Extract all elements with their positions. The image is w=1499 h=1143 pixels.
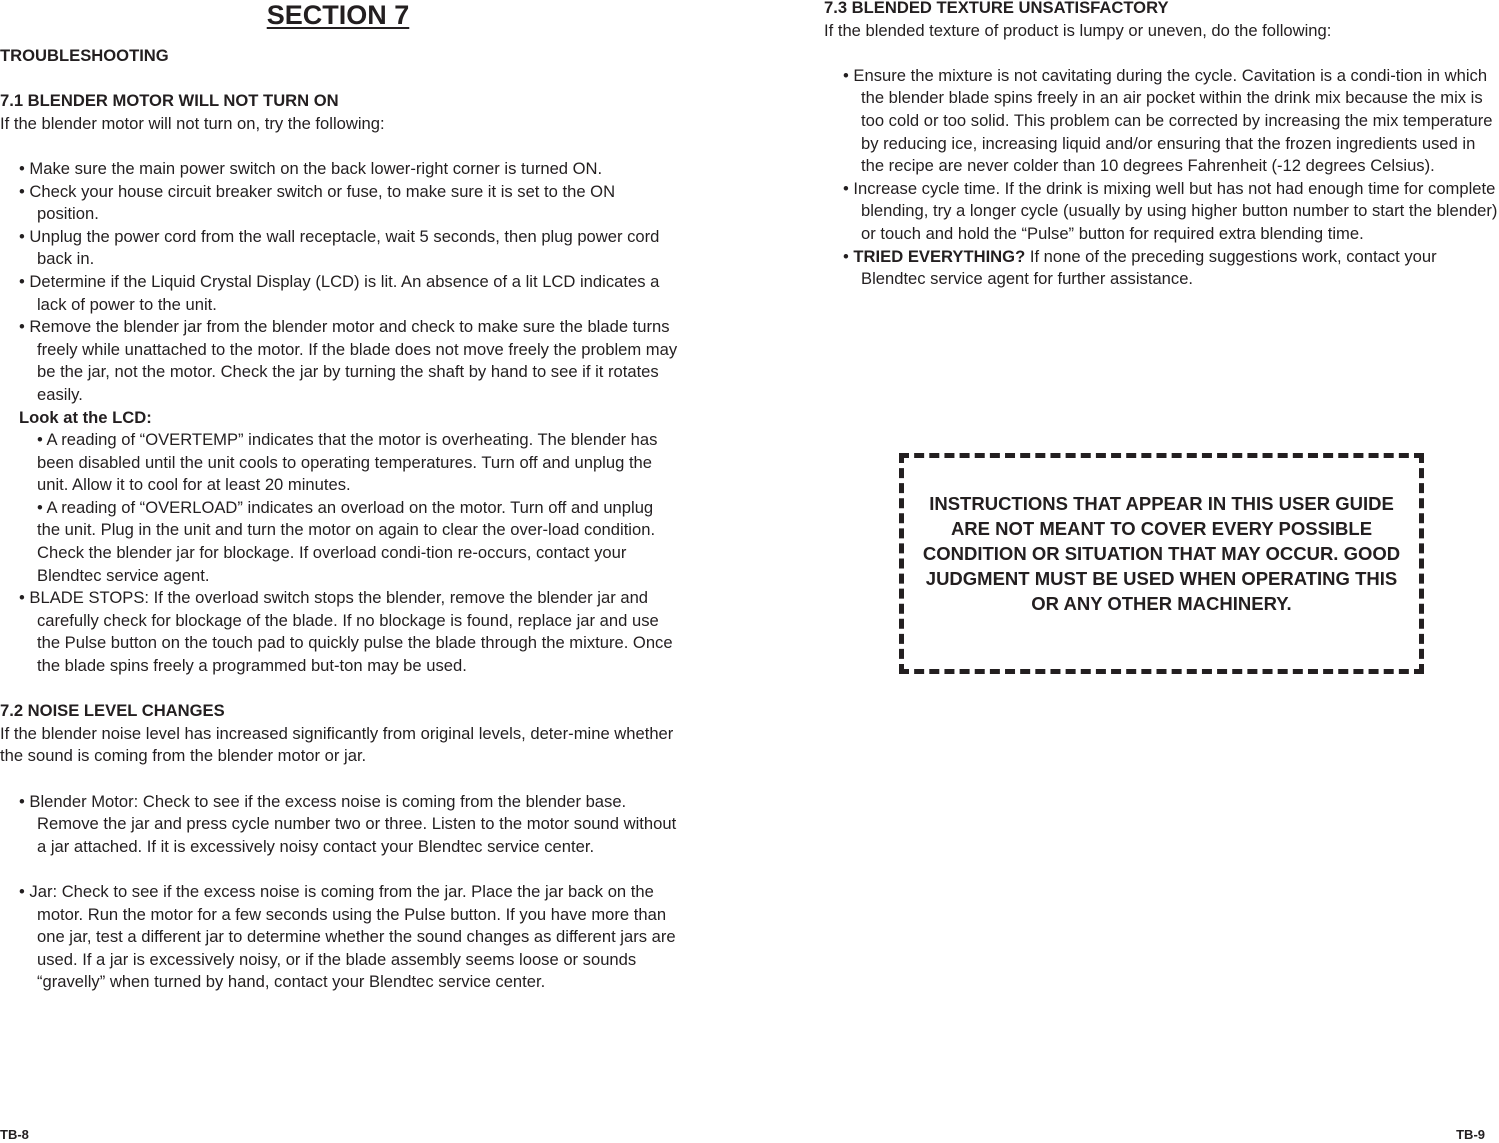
right-page xyxy=(824,0,1499,291)
heading-7-3: 7.3 BLENDED TEXTURE UNSATISFACTORY xyxy=(824,0,1169,17)
list-item: • BLADE STOPS: If the overload switch stops the blender, remove the blender jar and carefully check for blockage of the blade. If no blockage is found, replace jar and use the Pulse button on the touch pad to quickly pulse the blade through the mixture. Once the blade spins freely a programmed but-ton may be used. xyxy=(19,588,673,676)
lcd-label: Look at the LCD: xyxy=(19,407,152,427)
list-item: • Make sure the main power switch on the back lower-right corner is turned ON. xyxy=(19,158,603,178)
bullet-mark: • xyxy=(843,246,854,266)
list-item: • Ensure the mixture is not cavitating during the cycle. Cavitation is a condi-tion in which the blender blade spins freely in an air pocket within the drink mix because the mix is too cold or too solid. This problem can be corrected by increasing the mix temperature by reducing ice, increasing liquid and/or ensuring that the frozen ingredients used in the recipe are never colder than 10 degrees Fahrenheit (-12 degrees Celsius). xyxy=(843,65,1493,176)
list-item: • Determine if the Liquid Crystal Display (LCD) is lit. An absence of a lit LCD indicates a lack of power to the unit. xyxy=(19,271,660,314)
intro-7-1: If the blender motor will not turn on, try the following: xyxy=(0,113,385,133)
list-item: • Check your house circuit breaker switch or fuse, to make sure it is set to the ON position. xyxy=(19,181,616,224)
list-item xyxy=(843,246,1499,291)
list-item: • A reading of “OVERTEMP” indicates that the motor is overheating. The blender has been disabled until the unit cools to operating temperatures. Turn off and unplug the unit. Allow it to cool for at least 20 minutes. xyxy=(37,430,658,495)
section-title: SECTION 7 xyxy=(266,0,410,30)
page-number-left: TB-8 xyxy=(0,1127,29,1142)
page-number-right: TB-9 xyxy=(1456,1127,1485,1142)
tried-everything-label: TRIED EVERYTHING? xyxy=(853,246,1026,266)
chapter-title: TROUBLESHOOTING xyxy=(0,46,169,65)
list-item: • Blender Motor: Check to see if the excess noise is coming from the blender base. Remove the jar and press cycle number two or three. Listen to the motor sound without a jar attached. If it is excessively noisy contact your Blendtec service center. xyxy=(19,791,677,856)
list-item: • Unplug the power cord from the wall receptacle, wait 5 seconds, then plug power cord back in. xyxy=(19,226,660,269)
disclaimer-text: INSTRUCTIONS THAT APPEAR IN THIS USER GUIDE ARE NOT MEANT TO COVER EVERY POSSIBLE CONDITION OR SITUATION THAT MAY OCCUR. GOOD JUDGMENT MUST BE USED WHEN OPERATING THIS OR ANY OTHER MACHINERY. xyxy=(922,493,1401,614)
list-item: • A reading of “OVERLOAD” indicates an overload on the motor. Turn off and unplug the unit. Plug in the unit and turn the motor on again to clear the over-load condition. Check the blender jar for blockage. If overload condi-tion re-occurs, contact your Blendtec service agent. xyxy=(37,497,656,585)
disclaimer-box xyxy=(899,453,1424,674)
list-item: • Jar: Check to see if the excess noise is coming from the jar. Place the jar back on the motor. Run the motor for a few seconds using the Pulse button. If you have more than one jar, test a different jar to determine whether the sound changes as different jars are used. If a jar is excessively noisy, or if the blade assembly seems loose or sounds “gravelly” when turned by hand, contact your Blendtec service center. xyxy=(19,881,676,992)
intro-7-3: If the blended texture of product is lumpy or uneven, do the following: xyxy=(824,20,1332,40)
list-item: • Increase cycle time. If the drink is mixing well but has not had enough time for complete blending, try a longer cycle (usually by using higher button number to start the blender) or touch and hold the “Pulse” button for required extra blending time. xyxy=(843,178,1498,243)
list-item: • Remove the blender jar from the blender motor and check to make sure the blade turns freely while unattached to the motor. If the blade does not move freely the problem may be the jar, not the motor. Check the jar by turning the shaft by hand to see if it rotates easily. xyxy=(19,317,678,404)
heading-7-2: 7.2 NOISE LEVEL CHANGES xyxy=(0,701,225,721)
intro-7-2: If the blender noise level has increased significantly from original levels, deter-mine whether the sound is coming from the blender motor or jar. xyxy=(0,723,674,766)
left-page xyxy=(0,0,680,994)
tried-everything-text: If none of the preceding suggestions work, contact your Blendtec service agent for further assistance. xyxy=(861,246,1437,289)
heading-7-1: 7.1 BLENDER MOTOR WILL NOT TURN ON xyxy=(0,91,339,111)
